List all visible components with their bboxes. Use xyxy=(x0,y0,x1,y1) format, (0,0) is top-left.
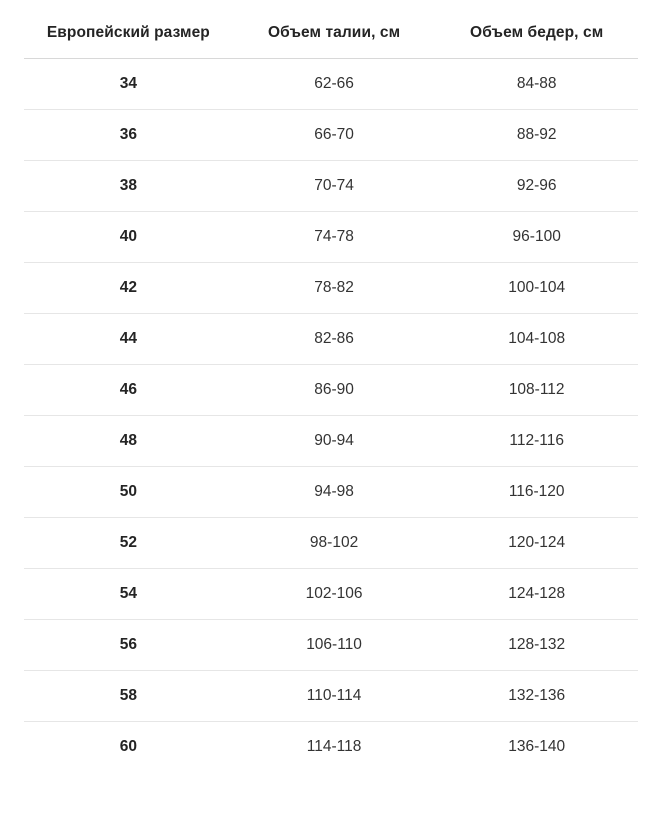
table-row xyxy=(24,314,638,365)
cell-hips: 128-132 xyxy=(435,620,638,671)
cell-waist: 114-118 xyxy=(306,738,362,755)
cell-european-size: 58 xyxy=(24,671,233,722)
cell-waist: 110-114 xyxy=(233,671,436,722)
table-row xyxy=(24,569,638,620)
cell-waist: 98-102 xyxy=(233,518,436,569)
table-row xyxy=(24,212,638,263)
cell-european-size: 40 xyxy=(24,212,233,263)
column-header-waist: Объем талии, см xyxy=(233,16,436,59)
table-row xyxy=(24,722,638,773)
cell-waist: 82-86 xyxy=(233,314,436,365)
table-row xyxy=(24,110,638,161)
column-header-european-size: Европейский размер xyxy=(24,16,233,59)
cell-waist: 102-106 xyxy=(233,569,436,620)
cell-hips: 132-136 xyxy=(435,671,638,722)
cell-european-size: 42 xyxy=(24,263,233,314)
cell-european-size: 44 xyxy=(24,314,233,365)
cell-european-size: 50 xyxy=(24,467,233,518)
cell-hips: 116-120 xyxy=(435,467,638,518)
cell-waist: 106-110 xyxy=(233,620,436,671)
size-chart-table xyxy=(24,16,638,772)
cell-european-size: 46 xyxy=(24,365,233,416)
cell-european-size: 52 xyxy=(24,518,233,569)
table-row xyxy=(24,518,638,569)
table-row xyxy=(24,263,638,314)
table-body xyxy=(24,59,638,773)
cell-hips: 108-112 xyxy=(435,365,638,416)
cell-european-size: 60 xyxy=(119,738,137,755)
cell-hips: 92-96 xyxy=(435,161,638,212)
cell-waist: 62-66 xyxy=(233,59,436,110)
cell-hips: 88-92 xyxy=(435,110,638,161)
table-row xyxy=(24,620,638,671)
table-header-row xyxy=(24,16,638,59)
cell-waist: 86-90 xyxy=(233,365,436,416)
cell-waist: 70-74 xyxy=(233,161,436,212)
cell-hips: 96-100 xyxy=(435,212,638,263)
cell-waist: 66-70 xyxy=(233,110,436,161)
table-row xyxy=(24,416,638,467)
table-row xyxy=(24,467,638,518)
table-row xyxy=(24,161,638,212)
cell-european-size: 34 xyxy=(24,59,233,110)
cell-hips: 112-116 xyxy=(435,416,638,467)
table-row xyxy=(24,365,638,416)
cell-hips: 136-140 xyxy=(508,738,566,755)
cell-european-size: 38 xyxy=(24,161,233,212)
cell-european-size: 56 xyxy=(24,620,233,671)
cell-waist: 90-94 xyxy=(233,416,436,467)
cell-hips: 124-128 xyxy=(435,569,638,620)
table-header xyxy=(24,16,638,59)
cell-waist: 78-82 xyxy=(233,263,436,314)
cell-hips: 120-124 xyxy=(435,518,638,569)
column-header-hips: Объем бедер, см xyxy=(435,16,638,59)
cell-waist: 74-78 xyxy=(233,212,436,263)
cell-european-size: 48 xyxy=(24,416,233,467)
cell-european-size: 54 xyxy=(24,569,233,620)
cell-hips: 100-104 xyxy=(435,263,638,314)
table-row xyxy=(24,59,638,110)
table-row xyxy=(24,671,638,722)
cell-waist: 94-98 xyxy=(233,467,436,518)
cell-hips: 104-108 xyxy=(435,314,638,365)
cell-european-size: 36 xyxy=(24,110,233,161)
cell-hips: 84-88 xyxy=(435,59,638,110)
